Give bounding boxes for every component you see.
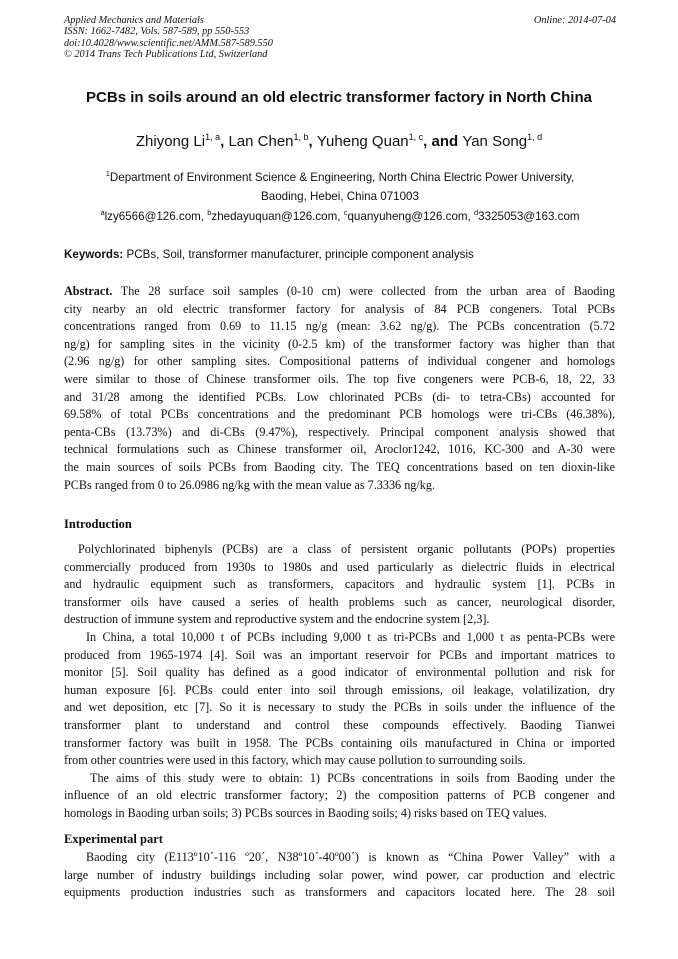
text-line: from other countries were used in this factory, which may cause pollution to surrounding soils. bbox=[64, 753, 526, 768]
author-superscript: 1, c bbox=[408, 132, 424, 142]
text-line: In China, a total 10,000 t of PCBs including 9,000 t as tri-PCBs and 1,000 t as penta-PCBs were bbox=[86, 629, 615, 644]
text-line: concentrations ranged from 0.69 to 11.15 ng/g (mean: 3.62 ng/g). The PCBs concentration (5.72 bbox=[64, 319, 615, 334]
paper-title: PCBs in soils around an old electric transformer factory in North China bbox=[86, 89, 592, 106]
section-heading-experimental: Experimental part bbox=[64, 832, 163, 846]
text-line: city nearby an old electric transformer factory for analysis of 84 PCB congeners. Total PCBs bbox=[64, 301, 615, 316]
affiliation-superscript: 1 bbox=[105, 169, 110, 178]
author-name: Lan Chen bbox=[228, 133, 294, 150]
text-line: 69.58% of total PCBs concentrations and the predominant PCB homologs were tri-CBs (46.38%), bbox=[64, 407, 615, 422]
text-line: (2.96 ng/g) for other sampling sites. Compositional patterns of individual congener and homologs bbox=[64, 354, 615, 369]
text-line: commercially produced from 1930s to 1980s and used particularly as dielectric fluids in electrical bbox=[64, 559, 615, 574]
author-separator: , bbox=[220, 133, 229, 150]
keywords bbox=[64, 248, 616, 261]
abstract-label: Abstract. bbox=[64, 284, 113, 298]
author-superscript: 1, a bbox=[205, 132, 221, 142]
author-list bbox=[40, 132, 638, 150]
text-line: ng/g) for sampling sites in the vicinity (0-2.5 km) of the transformer factory was higher than that bbox=[64, 336, 615, 351]
text-line: and hydraulic equipment such as transformers, capacitors and hydraulic system [1]. PCBs in bbox=[64, 577, 615, 592]
journal-name: Applied Mechanics and Materials bbox=[64, 15, 204, 26]
text-line: transformer oils have caused a series of health problems such as cancer, neurological disorder, bbox=[64, 594, 615, 609]
text-line: large number of industry buildings including solar power, wind power, car production and electric bbox=[64, 867, 615, 882]
author-separator: , bbox=[308, 133, 317, 150]
text-line: transformer factory was built in 1958. The PCBs containing oils manufactured in China or imported bbox=[64, 735, 615, 750]
text-line: human exposure [6]. PCBs could enter into soil through emissions, oil leakage, volatilization, dry bbox=[64, 682, 615, 697]
text-line: monitor [5]. Soil quality has defined as a good indicator of environmental pollution and risk for bbox=[64, 665, 615, 680]
text-line: technical formulations such as Chinese transformer oil, Aroclor1242, 1016, KC-300 and A-30 were bbox=[64, 442, 615, 457]
text-line: the main sources of soils PCBs from Baoding city. The TEQ concentrations based on ten dioxin-like bbox=[64, 459, 615, 474]
doi-line[interactable]: doi:10.4028/www.scientific.net/AMM.587-589.550 bbox=[64, 37, 273, 49]
affiliation-line: Baoding, Hebei, China 071003 bbox=[261, 189, 419, 203]
author-separator: , and bbox=[423, 133, 463, 150]
author-superscript: 1, d bbox=[527, 132, 543, 142]
author-name: Zhiyong Li bbox=[135, 133, 206, 150]
text-line: Baoding city (E113º10´-116 º20´, N38º10´-40º00´) is known as “China Power Valley” with a bbox=[86, 850, 615, 864]
text-line: influence of an old electric transformer factory; 2) the composition patterns of PCB congener and bbox=[64, 788, 615, 803]
text-line: equipments production industries such as transformers and capacitors located here. The 28 soil bbox=[64, 885, 615, 900]
email-list: $^a$lzy6566@126.com, $^b$zhedayuquan@126.com, $^c$quanyuheng@126.com, $^d$3325053@163.com bbox=[100, 208, 580, 223]
experimental-body bbox=[64, 849, 615, 902]
text-line: and wet deposition, etc [7]. So it is necessary to study the PCBs in soils under the influence of the bbox=[64, 700, 615, 715]
keywords-text: PCBs, Soil, transformer manufacturer, principle component analysis bbox=[123, 248, 474, 261]
text-line: Abstract. The 28 surface soil samples (0-10 cm) were collected from the urban area of Baoding bbox=[64, 284, 615, 298]
text-line: destruction of immune system and reproductive system and the endocrine system [2,3]. bbox=[64, 612, 490, 627]
text-line: transformer plant to understand and control these compounds effectively. Baoding Tianwei bbox=[64, 717, 615, 732]
introduction-body bbox=[64, 541, 615, 823]
abstract bbox=[64, 283, 615, 494]
text-line: The aims of this study were to obtain: 1) PCBs concentrations in soils from Baoding under the bbox=[90, 770, 615, 785]
text-line: Polychlorinated biphenyls (PCBs) are a class of persistent organic pollutants (POPs) properties bbox=[78, 542, 615, 556]
text-line: produced from 1965-1974 [4]. Soil was an important reservoir for PCBs and important matrices to bbox=[64, 647, 615, 662]
affiliation bbox=[64, 164, 616, 206]
text-line: and 31/28 among the identified PCBs. Low chlorinated PCBs (di- to tetra-CBs) accounted for bbox=[64, 389, 615, 404]
issn-line: ISSN: 1662-7482, Vols. 587-589, pp 550-553 bbox=[64, 26, 250, 38]
email-link[interactable]: quanyuheng@126.com, bbox=[347, 209, 474, 223]
author-name: Yuheng Quan bbox=[316, 133, 409, 150]
copyright-line: © 2014 Trans Tech Publications Ltd, Switzerland bbox=[64, 49, 268, 61]
author-superscript: 1, b bbox=[293, 132, 309, 142]
keywords-label: Keywords: bbox=[64, 248, 124, 261]
email-link[interactable]: lzy6566@126.com, bbox=[104, 209, 208, 223]
text-line: PCBs ranged from 0 to 26.0986 ng/kg with the mean value as 7.3336 ng/kg. bbox=[64, 477, 435, 492]
text-line: penta-CBs (13.73%) and di-CBs (9.47%), respectively. Principal component analysis showed that bbox=[64, 424, 615, 439]
author-name: Yan Song bbox=[462, 133, 528, 150]
section-heading-introduction: Introduction bbox=[64, 517, 132, 531]
email-link[interactable]: 3325053@163.com bbox=[478, 209, 580, 223]
text-line: homologs in Baoding urban soils; 3) PCBs sources in Baoding soils; 4) risks based on TEQ values. bbox=[64, 805, 547, 820]
email-link[interactable]: zhedayuquan@126.com, bbox=[211, 209, 344, 223]
affiliation-line: $^1$Department of Environment Science & Engineering, North China Electric Power University, bbox=[105, 169, 575, 184]
online-date: Online: 2014-07-04 bbox=[533, 15, 616, 26]
journal-header bbox=[64, 15, 616, 61]
text-line: were similar to those of Chinese transformer oils. The top five congeners were PCB-6, 18, 22, 33 bbox=[64, 371, 615, 386]
